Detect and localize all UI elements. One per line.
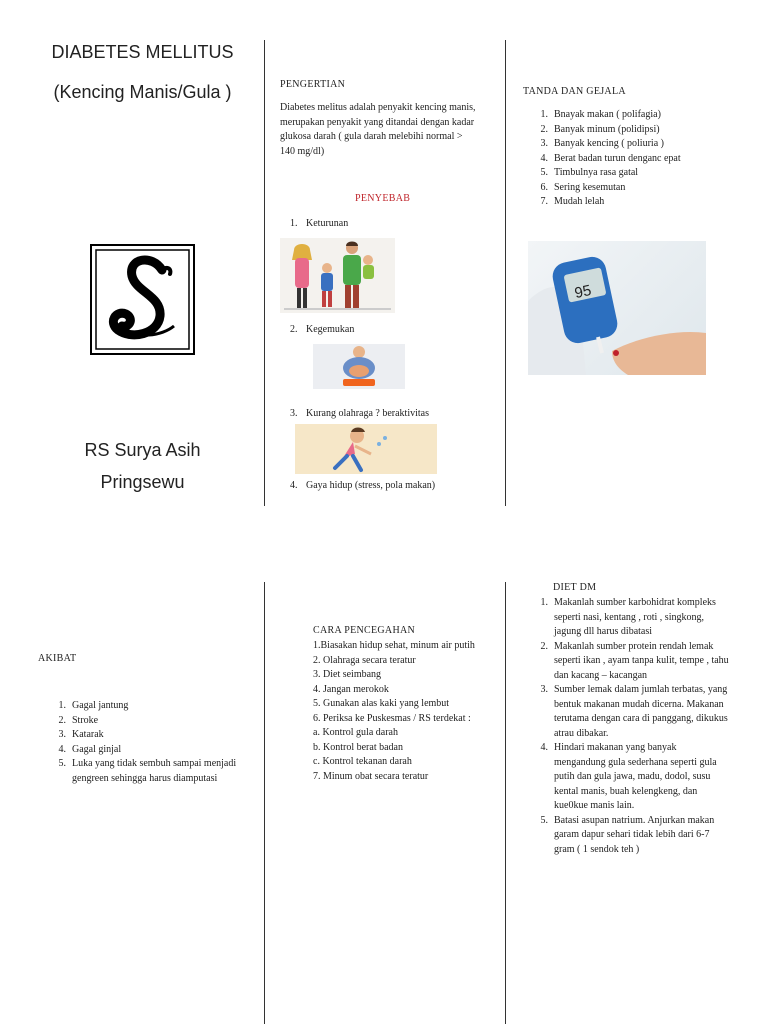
glucose-meter-image xyxy=(528,241,706,375)
family-image xyxy=(280,238,395,313)
cover-subtitle: (Kencing Manis/Gula ) xyxy=(53,82,232,102)
list-number: 4. xyxy=(290,480,298,491)
diet-list xyxy=(530,596,730,857)
list-item: 7. Mudah lelah xyxy=(540,196,605,207)
divider-top-left xyxy=(264,40,265,506)
list-item: 4. Jangan merokok xyxy=(313,683,389,695)
list-item: 5. Timbulnya rasa gatal xyxy=(540,167,639,178)
list-item: 4. Hindari makanan yang banyak mengandung gula sederhana seperti gula putih dan gula jawa, madu, dodol, susu kental manis, buah kelengkeng, dan kue0kue manis lain. xyxy=(540,742,717,811)
list-item: 1. Bnayak makan ( polifagia) xyxy=(540,109,661,120)
penyebab-heading: PENYEBAB xyxy=(355,193,411,204)
cover-title: DIABETES MELLITUS xyxy=(51,42,234,62)
list-item: 3. Sumber lemak dalam jumlah terbatas, yang bentuk makanan mudah dicerna. Makanan terutama dengan cara di panggang, dikukus atrau dibakar. xyxy=(540,684,728,739)
tanda-heading: TANDA DAN GEJALA xyxy=(523,86,626,97)
hospital-location: Pringsewu xyxy=(100,472,185,492)
list-item: 1. Makanlah sumber karbohidrat kompleks seperti nasi, kentang , roti , singkong, jagung dll harus dibatasi xyxy=(540,597,716,637)
penyebab-item-1 xyxy=(290,217,500,232)
pencegahan-heading: CARA PENCEGAHAN xyxy=(313,625,416,636)
pengertian-heading: PENGERTIAN xyxy=(280,79,346,90)
list-item: b. Kontrol berat badan xyxy=(313,741,403,753)
pengertian-text: Diabetes melitus adalah penyakit kencing manis, merupakan penyakit yang ditandai dengan kadar glukosa darah ( gula darah melebihi normal > 140 mg/dl) xyxy=(280,102,476,157)
divider-top-right xyxy=(505,40,506,506)
meter-reading: 95 xyxy=(572,281,593,303)
list-item: 2. Makanlah sumber protein rendah lemak seperti ikan , ayam tanpa kulit, tempe , tahu dan kacang – kacangan xyxy=(540,640,729,681)
pencegahan-list xyxy=(313,639,493,784)
list-item: 1. Gagal jantung xyxy=(58,700,129,711)
hospital-name: RS Surya Asih xyxy=(84,440,201,460)
akibat-heading: AKIBAT xyxy=(38,653,77,664)
list-item: 4. Berat badan turun denganc epat xyxy=(540,152,681,164)
list-item: 3. Banyak kencing ( poliuria ) xyxy=(540,138,664,149)
diet-heading: DIET DM xyxy=(553,582,597,593)
list-item: 2. Stroke xyxy=(58,714,99,726)
list-item: 5. Luka yang tidak sembuh sampai menjadi gengreen sehingga harus diamputasi xyxy=(58,758,237,784)
list-item: 6. Periksa ke Puskesmas / RS terdekat : xyxy=(313,712,471,724)
penyebab-item-2 xyxy=(290,323,500,338)
list-text: Keturunan xyxy=(306,218,349,229)
list-item: 5. Batasi asupan natrium. Anjurkan makan garam dapur sehari tidak lebih dari 6-7 gram ( 1 sendok teh ) xyxy=(540,814,715,855)
list-item: 2. Olahraga secara teratur xyxy=(313,654,416,666)
list-number: 1. xyxy=(290,218,298,229)
penyebab-item-4 xyxy=(290,479,500,494)
inactivity-image xyxy=(295,424,437,474)
list-item: 5. Gunakan alas kaki yang lembut xyxy=(313,698,450,709)
list-item: 1.Biasakan hidup sehat, minum air putih xyxy=(313,640,475,651)
list-item: 3. Diet seimbang xyxy=(313,669,382,680)
list-number: 3. xyxy=(290,408,298,419)
list-item: a. Kontrol gula darah xyxy=(313,727,398,738)
divider-bottom-left xyxy=(264,582,265,1024)
list-text: Kurang olahraga ? beraktivitas xyxy=(306,408,430,419)
tanda-list xyxy=(530,108,755,210)
list-item: 3. Katarak xyxy=(58,729,104,740)
penyebab-item-3 xyxy=(290,407,500,422)
list-item: 7. Minum obat secara teratur xyxy=(313,770,429,782)
obesity-image xyxy=(313,344,405,389)
logo xyxy=(90,244,195,355)
list-number: 2. xyxy=(290,324,298,335)
s-monogram-icon xyxy=(92,246,193,353)
akibat-list xyxy=(48,699,238,786)
list-item: 2. Banyak minum (polidipsi) xyxy=(540,123,660,135)
list-item: c. Kontrol tekanan darah xyxy=(313,756,412,767)
list-item: 4. Gagal ginjal xyxy=(58,743,122,755)
list-text: Kegemukan xyxy=(306,324,355,335)
list-item: 6. Sering kesemutan xyxy=(540,181,626,193)
divider-bottom-right xyxy=(505,582,506,1024)
list-text: Gaya hidup (stress, pola makan) xyxy=(306,480,436,491)
